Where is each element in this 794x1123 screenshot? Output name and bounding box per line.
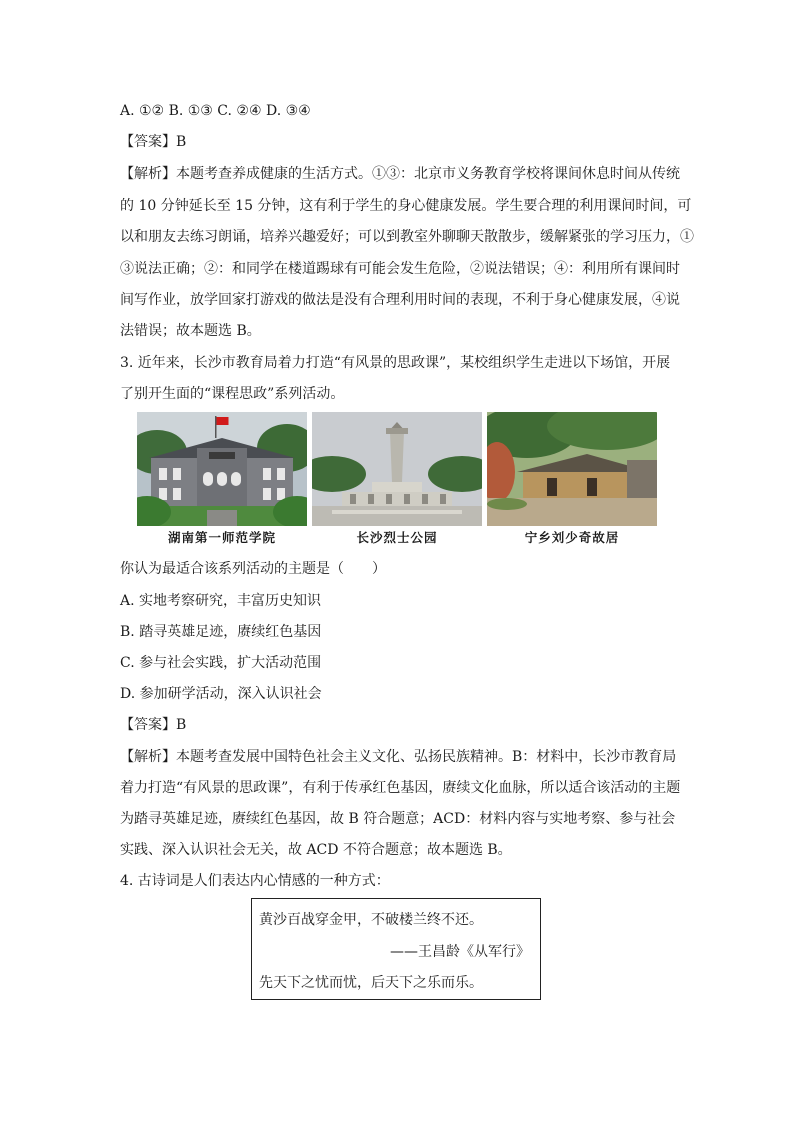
q3-analysis-line: 实践、深入认识社会无关，故 ACD 不符合题意；故本题选 B。 xyxy=(120,842,512,858)
q2-analysis-line: 【解析】本题考查养成健康的生活方式。①③：北京市义务教育学校将课间休息时间从传统 xyxy=(120,166,680,182)
q3-option-b: B. 踏寻英雄足迹，赓续红色基因 xyxy=(120,624,322,640)
q2-analysis-line: 的 10 分钟延长至 15 分钟，这有利于学生的身心健康发展。学生要合理的利用课间时间，可 xyxy=(120,198,692,214)
poem-line: 先天下之忧而忧，后天下之乐而乐。 xyxy=(259,975,483,991)
q3-stem-line: 3. 近年来，长沙市教育局着力打造“有风景的思政课”，某校组织学生走进以下场馆，开展 xyxy=(120,355,671,371)
q2-options: A. ①② B. ①③ C. ②④ D. ③④ xyxy=(120,103,311,119)
q3-analysis-line: 为踏寻英雄足迹，赓续红色基因，故 B 符合题意；ACD：材料内容与实地考察、参与社会 xyxy=(120,811,676,827)
q3-analysis-line: 着力打造“有风景的思政课”，有利于传承红色基因，赓续文化血脉，所以适合该活动的主题 xyxy=(120,780,681,796)
q3-question: 你认为最适合该系列活动的主题是（ ） xyxy=(120,561,386,577)
q2-analysis-line: 以和朋友去练习朗诵，培养兴趣爱好；可以到教室外聊聊天散散步，缓解紧张的学习压力，① xyxy=(120,229,694,245)
q2-analysis-line: 间写作业，放学回家打游戏的做法是没有合理利用时间的表现，不利于身心健康发展，④说 xyxy=(120,292,680,308)
q3-analysis-line: 【解析】本题考查发展中国特色社会主义文化、弘扬民族精神。B：材料中，长沙市教育局 xyxy=(120,749,677,765)
q2-analysis-line: ③说法正确；②：和同学在楼道踢球有可能会发生危险，②说法错误；④：利用所有课间时 xyxy=(120,261,680,277)
photo-caption: 宁乡刘少奇故居 xyxy=(524,530,620,545)
photo-changsha-martyrs-park xyxy=(312,412,482,526)
q2-analysis-line: 法错误；故本题选 B。 xyxy=(120,323,261,339)
q2-answer: 【答案】B xyxy=(120,134,187,150)
q3-answer: 【答案】B xyxy=(120,717,187,733)
q3-stem-line: 了别开生面的“课程思政”系列活动。 xyxy=(120,386,345,402)
q3-option-d: D. 参加研学活动，深入认识社会 xyxy=(120,686,322,702)
photo-caption: 湖南第一师范学院 xyxy=(167,530,276,545)
photo-hunan-first-normal xyxy=(137,412,307,526)
poem-attribution: ——王昌龄《从军行》 xyxy=(390,944,530,960)
photo-liu-shaoqi-residence xyxy=(487,412,657,526)
q3-option-c: C. 参与社会实践，扩大活动范围 xyxy=(120,655,322,671)
poem-box xyxy=(251,898,541,1000)
photo-caption: 长沙烈士公园 xyxy=(356,530,438,545)
q4-stem: 4. 古诗词是人们表达内心情感的一种方式： xyxy=(120,873,390,889)
poem-line: 黄沙百战穿金甲，不破楼兰终不还。 xyxy=(259,912,483,928)
q3-option-a: A. 实地考察研究，丰富历史知识 xyxy=(120,593,322,609)
